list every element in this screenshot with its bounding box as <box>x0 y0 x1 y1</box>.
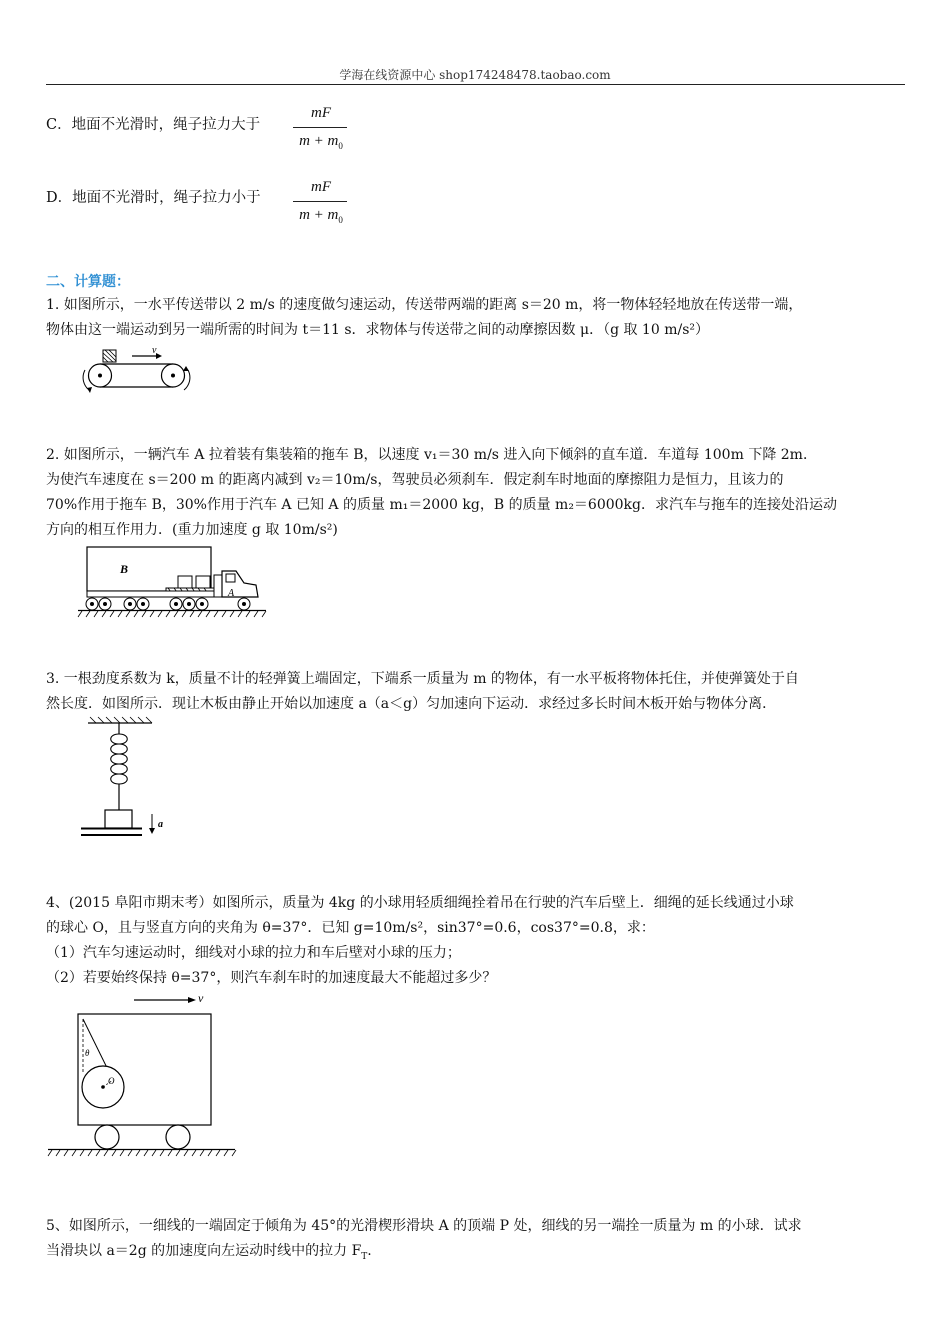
fraction-numerator: mF <box>311 105 331 121</box>
question-1: 1. 如图所示，一水平传送带以 2 m/s 的速度做匀速运动，传送带两端的距离 s＝20 m，将一物体轻轻地放在传送带一端， 物体由这一端运动到另一端所需的时间为 t＝11 s．求物体与传送带之间的动摩擦因数 μ．（g 取 10 m/s²） <box>46 297 803 338</box>
fraction-denominator: $m + m_0$ <box>299 133 343 151</box>
question-3: 3. 一根劲度系数为 k，质量不计的轻弹簧上端固定，下端系一质量为 m 的物体，有一水平板将物体托住，并使弹簧处于自 然长度．如图所示．现让木板由静止开始以加速度 a（a＜g）匀加速向下运动．求经过多长时间木板开始与物体分离． <box>46 671 799 712</box>
velocity-label: v <box>198 991 204 1005</box>
fraction-bar <box>293 127 347 128</box>
question-5: 5、如图所示，一细线的一端固定于倾角为 45°的光滑楔形滑块 A 的顶端 P 处，细线的另一端拴一质量为 m 的小球．试求 当滑块以 a＝2g 的加速度向左运动时线中的拉力 $F_T$. <box>46 1218 802 1262</box>
option-c-label: C．地面不光滑时，绳子拉力大于 <box>46 117 261 133</box>
conveyor-belt-figure <box>76 344 196 396</box>
acceleration-label: a <box>158 819 163 830</box>
fraction-numerator: mF <box>311 179 331 195</box>
section-title: 二、计算题： <box>46 274 130 290</box>
page-header: 学海在线资源中心 shop174248478.taobao.com <box>339 68 611 82</box>
truck-trailer-figure <box>78 545 268 621</box>
option-d-label: D．地面不光滑时，绳子拉力小于 <box>46 190 261 206</box>
header-divider <box>46 84 905 85</box>
trailer-label: B <box>120 562 129 576</box>
velocity-label: v <box>152 345 157 356</box>
truck-label: A <box>228 588 235 599</box>
spring-mass-figure <box>78 716 178 841</box>
angle-label: θ <box>85 1048 90 1058</box>
car-ball-figure <box>46 990 238 1162</box>
fraction-denominator: $m + m_0$ <box>299 207 343 225</box>
center-label: O <box>108 1076 115 1086</box>
question-2: 2. 如图所示，一辆汽车 A 拉着装有集装箱的拖车 B，以速度 v₁＝30 m/s 进入向下倾斜的直车道．车道每 100m 下降 2m． 为使汽车速度在 s＝200 m 的距离内减到 v₂＝10m/s，驾驶员必须刹车．假定刹车时地面的摩擦阻力是恒力，且该力的 70%作用于拖车 B，30%作用于汽车 A 已知 A 的质量 m₁＝2000 kg，B 的质量 m₂＝6000kg．求汽车与拖车的连接处沿运动 方向的相互作用力．(重力加速度 g 取 10m/s²) <box>46 447 838 538</box>
question-4: 4、(2015 阜阳市期末考）如图所示，质量为 4kg 的小球用轻质细绳拴着吊在行驶的汽车后壁上．细绳的延长线通过小球 的球心 O，且与竖直方向的夹角为 θ=37°．已知 g=10m/s²，sin37°=0.6，cos37°=0.8，求： （1）汽车匀速运动时，细线对小球的拉力和车后壁对小球的压力； （2）若要始终保持 θ=37°，则汽车刹车时的加速度最大不能超过多少？ <box>46 895 794 986</box>
fraction-bar <box>293 201 347 202</box>
